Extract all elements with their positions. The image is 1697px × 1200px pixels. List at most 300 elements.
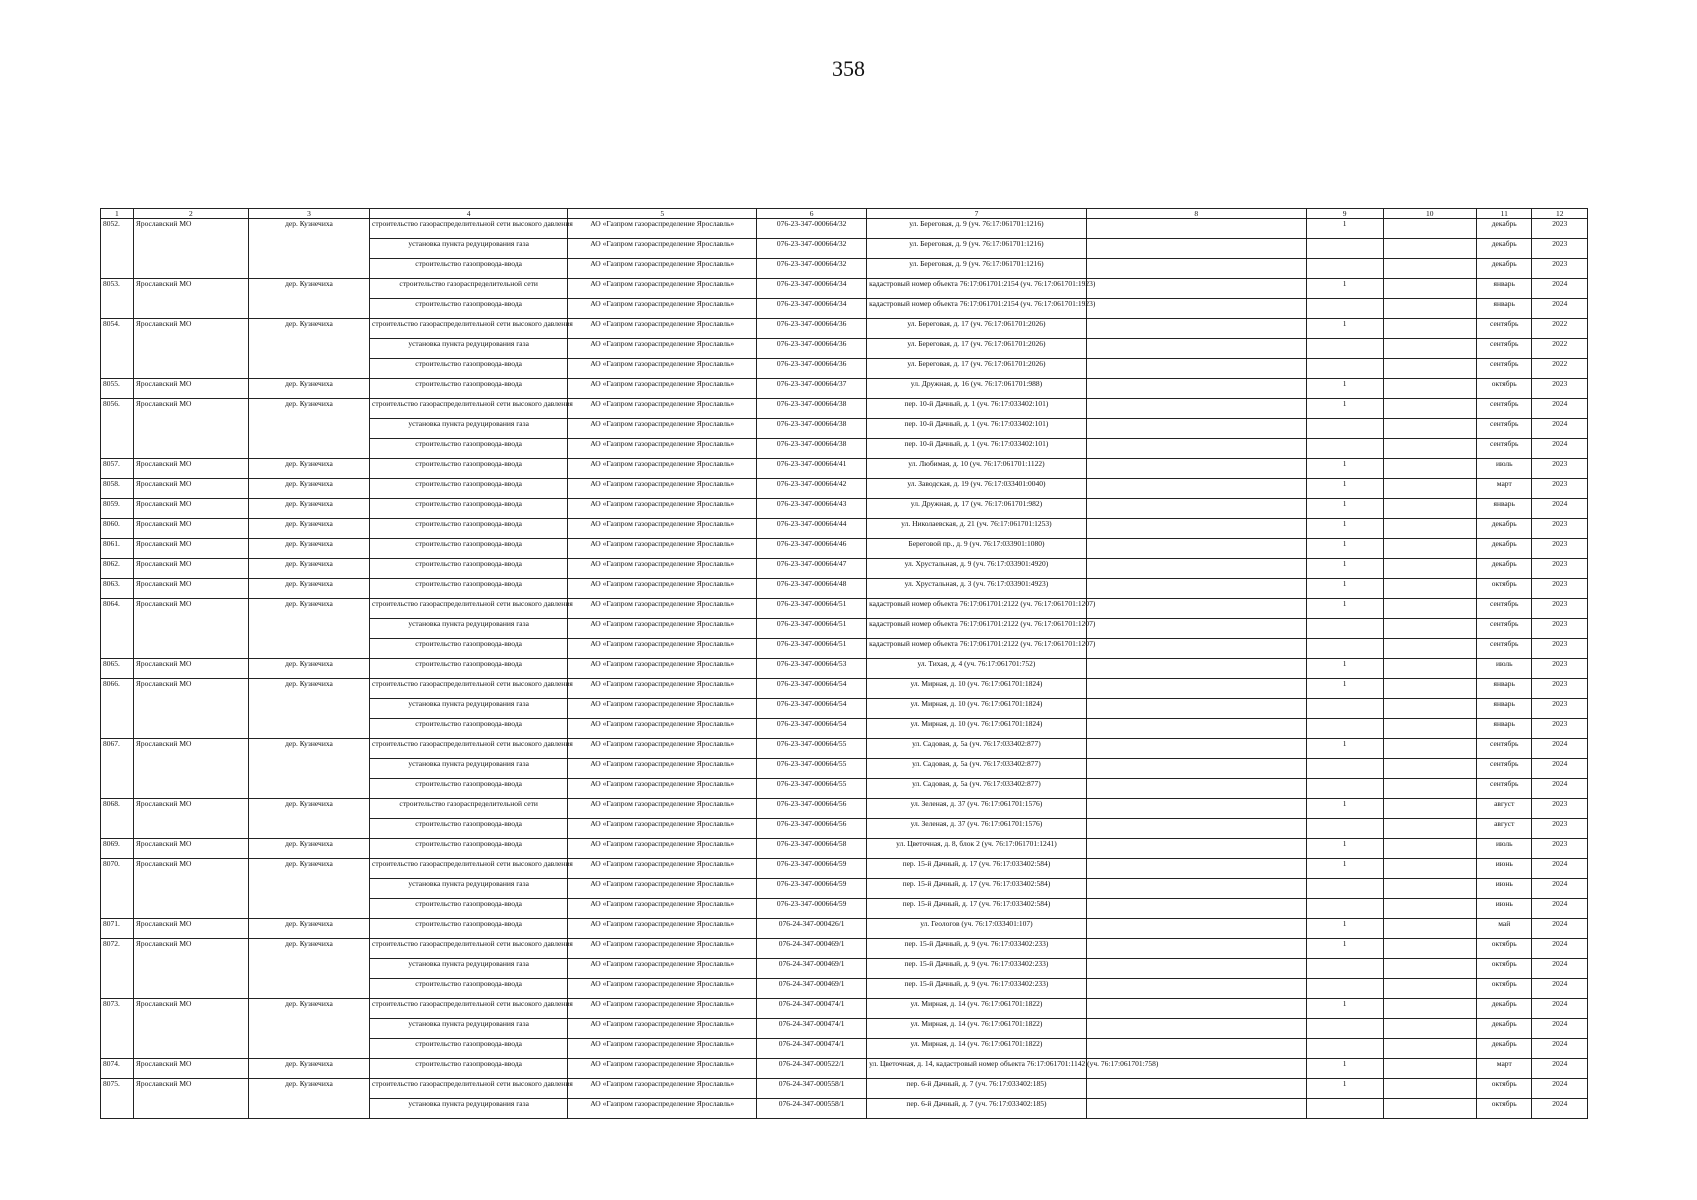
column-8-cell: [1086, 619, 1306, 639]
column-8-cell: [1086, 279, 1306, 299]
contract-number-cell: 076-23-347-000664/38: [757, 399, 867, 419]
address-cell: пер. 10-й Дачный, д. 1 (уч. 76:17:033402:101): [867, 419, 1087, 439]
year-cell: 2023: [1532, 539, 1588, 559]
table-row: [101, 219, 1588, 239]
year-cell: 2024: [1532, 759, 1588, 779]
address-cell: ул. Хрустальная, д. 3 (уч. 76:17:033901:4923): [867, 579, 1087, 599]
column-10-cell: [1383, 559, 1476, 579]
table-row: [101, 919, 1588, 939]
table-row: [101, 459, 1588, 479]
column-8-cell: [1086, 559, 1306, 579]
work-type-cell: строительство газопровода-ввода: [370, 639, 568, 659]
organization-cell: АО «Газпром газораспределение Ярославль»: [568, 639, 757, 659]
column-9-cell: 1: [1306, 679, 1383, 699]
column-10-cell: [1383, 1059, 1476, 1079]
work-type-cell: строительство газопровода-ввода: [370, 1059, 568, 1079]
organization-cell: АО «Газпром газораспределение Ярославль»: [568, 679, 757, 699]
work-type-cell: строительство газопровода-ввода: [370, 979, 568, 999]
table-row: [101, 479, 1588, 499]
month-cell: сентябрь: [1477, 439, 1532, 459]
column-9-cell: [1306, 979, 1383, 999]
work-type-cell: строительство газопровода-ввода: [370, 379, 568, 399]
work-type-cell: строительство газопровода-ввода: [370, 559, 568, 579]
address-cell: пер. 6-й Дачный, д. 7 (уч. 76:17:033402:185): [867, 1079, 1087, 1099]
column-10-cell: [1383, 479, 1476, 499]
organization-cell: АО «Газпром газораспределение Ярославль»: [568, 499, 757, 519]
column-9-cell: [1306, 639, 1383, 659]
column-8-cell: [1086, 239, 1306, 259]
municipality-cell: Ярославский МО: [133, 799, 248, 839]
address-cell: ул. Зеленая, д. 37 (уч. 76:17:061701:1576): [867, 819, 1087, 839]
year-cell: 2024: [1532, 279, 1588, 299]
column-9-cell: 1: [1306, 799, 1383, 819]
organization-cell: АО «Газпром газораспределение Ярославль»: [568, 759, 757, 779]
organization-cell: АО «Газпром газораспределение Ярославль»: [568, 619, 757, 639]
work-type-cell: строительство газопровода-ввода: [370, 1039, 568, 1059]
column-9-cell: [1306, 879, 1383, 899]
entry-number-cell: 8074.: [101, 1059, 134, 1079]
month-cell: июль: [1477, 839, 1532, 859]
municipality-cell: Ярославский МО: [133, 1079, 248, 1119]
column-10-cell: [1383, 599, 1476, 619]
column-9-cell: 1: [1306, 279, 1383, 299]
table-row: [101, 659, 1588, 679]
year-cell: 2024: [1532, 859, 1588, 879]
organization-cell: АО «Газпром газораспределение Ярославль»: [568, 319, 757, 339]
address-cell: ул. Мирная, д. 14 (уч. 76:17:061701:1822): [867, 1039, 1087, 1059]
address-cell: ул. Мирная, д. 10 (уч. 76:17:061701:1824): [867, 679, 1087, 699]
column-9-cell: [1306, 299, 1383, 319]
organization-cell: АО «Газпром газораспределение Ярославль»: [568, 919, 757, 939]
column-8-cell: [1086, 519, 1306, 539]
month-cell: июль: [1477, 659, 1532, 679]
organization-cell: АО «Газпром газораспределение Ярославль»: [568, 459, 757, 479]
work-type-cell: установка пункта редуцирования газа: [370, 339, 568, 359]
month-cell: январь: [1477, 299, 1532, 319]
year-cell: 2023: [1532, 679, 1588, 699]
column-8-cell: [1086, 1079, 1306, 1099]
column-8-cell: [1086, 459, 1306, 479]
address-cell: пер. 10-й Дачный, д. 1 (уч. 76:17:033402:101): [867, 439, 1087, 459]
contract-number-cell: 076-23-347-000664/55: [757, 759, 867, 779]
settlement-cell: дер. Кузнечиха: [248, 539, 369, 559]
column-10-cell: [1383, 619, 1476, 639]
work-type-cell: строительство газораспределительной сети высокого давления: [370, 399, 568, 419]
column-8-cell: [1086, 899, 1306, 919]
work-type-cell: установка пункта редуцирования газа: [370, 1099, 568, 1119]
work-type-cell: строительство газораспределительной сети высокого давления: [370, 859, 568, 879]
organization-cell: АО «Газпром газораспределение Ярославль»: [568, 879, 757, 899]
work-type-cell: установка пункта редуцирования газа: [370, 619, 568, 639]
contract-number-cell: 076-23-347-000664/41: [757, 459, 867, 479]
entry-number-cell: 8070.: [101, 859, 134, 919]
column-10-cell: [1383, 459, 1476, 479]
address-cell: кадастровый номер объекта 76:17:061701:2122 (уч. 76:17:061701:1207): [867, 639, 1087, 659]
municipality-cell: Ярославский МО: [133, 519, 248, 539]
column-10-cell: [1383, 1079, 1476, 1099]
column-8-cell: [1086, 979, 1306, 999]
column-8-cell: [1086, 579, 1306, 599]
month-cell: август: [1477, 819, 1532, 839]
municipality-cell: Ярославский МО: [133, 859, 248, 919]
organization-cell: АО «Газпром газораспределение Ярославль»: [568, 279, 757, 299]
organization-cell: АО «Газпром газораспределение Ярославль»: [568, 379, 757, 399]
organization-cell: АО «Газпром газораспределение Ярославль»: [568, 539, 757, 559]
organization-cell: АО «Газпром газораспределение Ярославль»: [568, 339, 757, 359]
month-cell: март: [1477, 479, 1532, 499]
column-8-cell: [1086, 919, 1306, 939]
entry-number-cell: 8056.: [101, 399, 134, 459]
column-8-cell: [1086, 299, 1306, 319]
month-cell: январь: [1477, 699, 1532, 719]
contract-number-cell: 076-23-347-000664/48: [757, 579, 867, 599]
work-type-cell: установка пункта редуцирования газа: [370, 1019, 568, 1039]
contract-number-cell: 076-23-347-000664/59: [757, 859, 867, 879]
year-cell: 2023: [1532, 239, 1588, 259]
page-number: 358: [832, 56, 865, 81]
column-10-cell: [1383, 679, 1476, 699]
year-cell: 2024: [1532, 959, 1588, 979]
column-8-cell: [1086, 1039, 1306, 1059]
year-cell: 2024: [1532, 439, 1588, 459]
contract-number-cell: 076-24-347-000474/1: [757, 1039, 867, 1059]
column-9-cell: 1: [1306, 539, 1383, 559]
organization-cell: АО «Газпром газораспределение Ярославль»: [568, 479, 757, 499]
year-cell: 2023: [1532, 799, 1588, 819]
column-8-cell: [1086, 599, 1306, 619]
column-9-cell: 1: [1306, 479, 1383, 499]
organization-cell: АО «Газпром газораспределение Ярославль»: [568, 1079, 757, 1099]
settlement-cell: дер. Кузнечиха: [248, 679, 369, 739]
address-cell: ул. Мирная, д. 14 (уч. 76:17:061701:1822): [867, 1019, 1087, 1039]
column-10-cell: [1383, 879, 1476, 899]
entry-number-cell: 8054.: [101, 319, 134, 379]
column-10-cell: [1383, 1019, 1476, 1039]
address-cell: ул. Геологов (уч. 76:17:033401:107): [867, 919, 1087, 939]
column-10-cell: [1383, 799, 1476, 819]
year-cell: 2023: [1532, 379, 1588, 399]
column-8-cell: [1086, 719, 1306, 739]
address-cell: ул. Заводская, д. 19 (уч. 76:17:033401:0040): [867, 479, 1087, 499]
column-8-cell: [1086, 419, 1306, 439]
column-8-cell: [1086, 939, 1306, 959]
address-cell: кадастровый номер объекта 76:17:061701:2154 (уч. 76:17:061701:1923): [867, 279, 1087, 299]
column-9-cell: [1306, 719, 1383, 739]
month-cell: декабрь: [1477, 999, 1532, 1019]
municipality-cell: Ярославский МО: [133, 559, 248, 579]
table-row: [101, 279, 1588, 299]
column-10-cell: [1383, 379, 1476, 399]
column-10-cell: [1383, 319, 1476, 339]
table-row: [101, 599, 1588, 619]
month-cell: декабрь: [1477, 539, 1532, 559]
column-10-cell: [1383, 1039, 1476, 1059]
column-9-cell: 1: [1306, 599, 1383, 619]
column-number: 8: [1086, 209, 1306, 219]
entry-number-cell: 8069.: [101, 839, 134, 859]
address-cell: ул. Любимая, д. 10 (уч. 76:17:061701:1122): [867, 459, 1087, 479]
municipality-cell: Ярославский МО: [133, 599, 248, 659]
address-cell: ул. Мирная, д. 14 (уч. 76:17:061701:1822): [867, 999, 1087, 1019]
settlement-cell: дер. Кузнечиха: [248, 499, 369, 519]
year-cell: 2023: [1532, 479, 1588, 499]
table-row: [101, 499, 1588, 519]
municipality-cell: Ярославский МО: [133, 1059, 248, 1079]
column-8-cell: [1086, 679, 1306, 699]
work-type-cell: строительство газопровода-ввода: [370, 839, 568, 859]
month-cell: январь: [1477, 679, 1532, 699]
column-10-cell: [1383, 999, 1476, 1019]
month-cell: октябрь: [1477, 979, 1532, 999]
settlement-cell: дер. Кузнечиха: [248, 219, 369, 279]
contract-number-cell: 076-23-347-000664/43: [757, 499, 867, 519]
contract-number-cell: 076-23-347-000664/54: [757, 719, 867, 739]
work-type-cell: строительство газораспределительной сети высокого давления: [370, 739, 568, 759]
column-10-cell: [1383, 959, 1476, 979]
month-cell: июнь: [1477, 899, 1532, 919]
address-cell: Береговой пр., д. 9 (уч. 76:17:033901:1080): [867, 539, 1087, 559]
organization-cell: АО «Газпром газораспределение Ярославль»: [568, 599, 757, 619]
month-cell: декабрь: [1477, 1019, 1532, 1039]
address-cell: кадастровый номер объекта 76:17:061701:2122 (уч. 76:17:061701:1207): [867, 599, 1087, 619]
column-9-cell: 1: [1306, 219, 1383, 239]
month-cell: январь: [1477, 719, 1532, 739]
year-cell: 2024: [1532, 1059, 1588, 1079]
column-8-cell: [1086, 539, 1306, 559]
column-8-cell: [1086, 1099, 1306, 1119]
column-8-cell: [1086, 499, 1306, 519]
work-type-cell: строительство газопровода-ввода: [370, 539, 568, 559]
column-10-cell: [1383, 299, 1476, 319]
organization-cell: АО «Газпром газораспределение Ярославль»: [568, 1039, 757, 1059]
work-type-cell: строительство газопровода-ввода: [370, 719, 568, 739]
municipality-cell: Ярославский МО: [133, 399, 248, 459]
address-cell: ул. Береговая, д. 17 (уч. 76:17:061701:2026): [867, 339, 1087, 359]
column-10-cell: [1383, 499, 1476, 519]
municipality-cell: Ярославский МО: [133, 579, 248, 599]
year-cell: 2024: [1532, 999, 1588, 1019]
month-cell: сентябрь: [1477, 619, 1532, 639]
column-number: 5: [568, 209, 757, 219]
entry-number-cell: 8063.: [101, 579, 134, 599]
settlement-cell: дер. Кузнечиха: [248, 799, 369, 839]
contract-number-cell: 076-23-347-000664/53: [757, 659, 867, 679]
column-number: 6: [757, 209, 867, 219]
contract-number-cell: 076-24-347-000474/1: [757, 999, 867, 1019]
contract-number-cell: 076-24-347-000469/1: [757, 979, 867, 999]
column-8-cell: [1086, 339, 1306, 359]
year-cell: 2023: [1532, 599, 1588, 619]
address-cell: ул. Дружная, д. 16 (уч. 76:17:061701:988): [867, 379, 1087, 399]
work-type-cell: строительство газораспределительной сети высокого давления: [370, 319, 568, 339]
table-row: [101, 519, 1588, 539]
work-type-cell: строительство газопровода-ввода: [370, 819, 568, 839]
column-10-cell: [1383, 779, 1476, 799]
municipality-cell: Ярославский МО: [133, 999, 248, 1059]
entry-number-cell: 8053.: [101, 279, 134, 319]
organization-cell: АО «Газпром газораспределение Ярославль»: [568, 399, 757, 419]
contract-number-cell: 076-23-347-000664/36: [757, 339, 867, 359]
column-10-cell: [1383, 819, 1476, 839]
work-type-cell: строительство газопровода-ввода: [370, 299, 568, 319]
organization-cell: АО «Газпром газораспределение Ярославль»: [568, 359, 757, 379]
organization-cell: АО «Газпром газораспределение Ярославль»: [568, 219, 757, 239]
table-row: [101, 1079, 1588, 1099]
municipality-cell: Ярославский МО: [133, 839, 248, 859]
municipality-cell: Ярославский МО: [133, 459, 248, 479]
year-cell: 2024: [1532, 399, 1588, 419]
column-9-cell: 1: [1306, 1079, 1383, 1099]
column-9-cell: [1306, 239, 1383, 259]
column-8-cell: [1086, 779, 1306, 799]
column-number: 12: [1532, 209, 1588, 219]
column-8-cell: [1086, 859, 1306, 879]
column-9-cell: 1: [1306, 919, 1383, 939]
municipality-cell: Ярославский МО: [133, 319, 248, 379]
column-9-cell: [1306, 819, 1383, 839]
column-10-cell: [1383, 739, 1476, 759]
year-cell: 2024: [1532, 899, 1588, 919]
organization-cell: АО «Газпром газораспределение Ярославль»: [568, 839, 757, 859]
column-9-cell: 1: [1306, 379, 1383, 399]
month-cell: декабрь: [1477, 1039, 1532, 1059]
column-9-cell: 1: [1306, 579, 1383, 599]
settlement-cell: дер. Кузнечиха: [248, 519, 369, 539]
column-9-cell: 1: [1306, 499, 1383, 519]
table-row: [101, 1059, 1588, 1079]
column-8-cell: [1086, 479, 1306, 499]
column-9-cell: [1306, 419, 1383, 439]
year-cell: 2024: [1532, 1039, 1588, 1059]
column-number: 2: [133, 209, 248, 219]
column-9-cell: [1306, 619, 1383, 639]
table-row: [101, 739, 1588, 759]
entry-number-cell: 8065.: [101, 659, 134, 679]
address-cell: ул. Береговая, д. 17 (уч. 76:17:061701:2026): [867, 319, 1087, 339]
year-cell: 2023: [1532, 559, 1588, 579]
year-cell: 2023: [1532, 699, 1588, 719]
contract-number-cell: 076-23-347-000664/37: [757, 379, 867, 399]
table-row: [101, 799, 1588, 819]
contract-number-cell: 076-23-347-000664/54: [757, 699, 867, 719]
contract-number-cell: 076-24-347-000558/1: [757, 1099, 867, 1119]
organization-cell: АО «Газпром газораспределение Ярославль»: [568, 999, 757, 1019]
month-cell: октябрь: [1477, 1099, 1532, 1119]
settlement-cell: дер. Кузнечиха: [248, 1059, 369, 1079]
column-number: 1: [101, 209, 134, 219]
settlement-cell: дер. Кузнечиха: [248, 459, 369, 479]
column-10-cell: [1383, 399, 1476, 419]
column-9-cell: 1: [1306, 519, 1383, 539]
table-body: [101, 219, 1588, 1119]
column-9-cell: [1306, 779, 1383, 799]
organization-cell: АО «Газпром газораспределение Ярославль»: [568, 959, 757, 979]
address-cell: ул. Садовая, д. 5а (уч. 76:17:033402:877): [867, 759, 1087, 779]
column-9-cell: 1: [1306, 1059, 1383, 1079]
month-cell: декабрь: [1477, 259, 1532, 279]
column-9-cell: [1306, 439, 1383, 459]
address-cell: пер. 6-й Дачный, д. 7 (уч. 76:17:033402:185): [867, 1099, 1087, 1119]
work-type-cell: строительство газопровода-ввода: [370, 579, 568, 599]
year-cell: 2022: [1532, 319, 1588, 339]
address-cell: ул. Садовая, д. 5а (уч. 76:17:033402:877): [867, 739, 1087, 759]
column-number: 11: [1477, 209, 1532, 219]
column-9-cell: 1: [1306, 459, 1383, 479]
month-cell: декабрь: [1477, 219, 1532, 239]
address-cell: ул. Береговая, д. 9 (уч. 76:17:061701:1216): [867, 219, 1087, 239]
address-cell: пер. 10-й Дачный, д. 1 (уч. 76:17:033402:101): [867, 399, 1087, 419]
work-type-cell: строительство газопровода-ввода: [370, 899, 568, 919]
municipality-cell: Ярославский МО: [133, 499, 248, 519]
contract-number-cell: 076-23-347-000664/38: [757, 419, 867, 439]
year-cell: 2024: [1532, 419, 1588, 439]
month-cell: октябрь: [1477, 959, 1532, 979]
work-type-cell: строительство газораспределительной сети высокого давления: [370, 939, 568, 959]
settlement-cell: дер. Кузнечиха: [248, 559, 369, 579]
municipality-cell: Ярославский МО: [133, 539, 248, 559]
municipality-cell: Ярославский МО: [133, 679, 248, 739]
work-type-cell: строительство газораспределительной сети: [370, 799, 568, 819]
month-cell: сентябрь: [1477, 419, 1532, 439]
contract-number-cell: 076-23-347-000664/32: [757, 219, 867, 239]
address-cell: ул. Тихая, д. 4 (уч. 76:17:061701:752): [867, 659, 1087, 679]
table-row: [101, 399, 1588, 419]
work-type-cell: строительство газопровода-ввода: [370, 459, 568, 479]
month-cell: август: [1477, 799, 1532, 819]
month-cell: декабрь: [1477, 239, 1532, 259]
settlement-cell: дер. Кузнечиха: [248, 939, 369, 999]
organization-cell: АО «Газпром газораспределение Ярославль»: [568, 1019, 757, 1039]
contract-number-cell: 076-23-347-000664/55: [757, 739, 867, 759]
month-cell: октябрь: [1477, 379, 1532, 399]
column-8-cell: [1086, 879, 1306, 899]
address-cell: ул. Хрустальная, д. 9 (уч. 76:17:033901:4920): [867, 559, 1087, 579]
entry-number-cell: 8067.: [101, 739, 134, 799]
contract-number-cell: 076-24-347-000522/1: [757, 1059, 867, 1079]
settlement-cell: дер. Кузнечиха: [248, 579, 369, 599]
settlement-cell: дер. Кузнечиха: [248, 919, 369, 939]
column-9-cell: 1: [1306, 939, 1383, 959]
year-cell: 2024: [1532, 939, 1588, 959]
column-10-cell: [1383, 259, 1476, 279]
column-9-cell: [1306, 259, 1383, 279]
column-8-cell: [1086, 999, 1306, 1019]
month-cell: январь: [1477, 499, 1532, 519]
settlement-cell: дер. Кузнечиха: [248, 999, 369, 1059]
table-row: [101, 859, 1588, 879]
address-cell: ул. Садовая, д. 5а (уч. 76:17:033402:877): [867, 779, 1087, 799]
year-cell: 2023: [1532, 219, 1588, 239]
organization-cell: АО «Газпром газораспределение Ярославль»: [568, 979, 757, 999]
column-8-cell: [1086, 399, 1306, 419]
work-type-cell: строительство газопровода-ввода: [370, 479, 568, 499]
contract-number-cell: 076-24-347-000558/1: [757, 1079, 867, 1099]
municipality-cell: Ярославский МО: [133, 739, 248, 799]
column-8-cell: [1086, 379, 1306, 399]
contract-number-cell: 076-23-347-000664/32: [757, 239, 867, 259]
work-type-cell: установка пункта редуцирования газа: [370, 419, 568, 439]
municipality-cell: Ярославский МО: [133, 919, 248, 939]
year-cell: 2023: [1532, 519, 1588, 539]
entry-number-cell: 8052.: [101, 219, 134, 279]
organization-cell: АО «Газпром газораспределение Ярославль»: [568, 519, 757, 539]
entry-number-cell: 8071.: [101, 919, 134, 939]
month-cell: июль: [1477, 459, 1532, 479]
year-cell: 2023: [1532, 579, 1588, 599]
table-row: [101, 679, 1588, 699]
month-cell: сентябрь: [1477, 359, 1532, 379]
column-10-cell: [1383, 279, 1476, 299]
